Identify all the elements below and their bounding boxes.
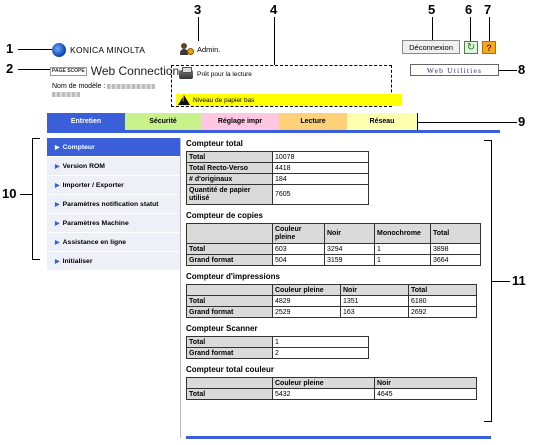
sidebar <box>47 138 180 271</box>
callout-6: 6 <box>465 2 473 17</box>
section-title-prints: Compteur d'impressions <box>186 272 280 281</box>
main-tabs <box>47 113 417 130</box>
admin-user-icon <box>180 42 194 56</box>
callout-4-line <box>274 17 275 65</box>
callout-4: 4 <box>270 2 278 17</box>
model-value-redacted <box>107 84 155 89</box>
prints-counter-table <box>186 284 477 318</box>
callout-10-line <box>20 194 32 195</box>
content-bottom-bar <box>186 436 491 439</box>
section-title-color: Compteur total couleur <box>186 365 275 374</box>
arrow-right-icon: ▶ <box>55 239 60 246</box>
status-warning <box>176 94 402 106</box>
callout-9-bracket <box>417 113 418 130</box>
section-title-total: Compteur total <box>186 139 243 148</box>
table-row: Total Recto-Verso 4418 <box>187 163 369 174</box>
table-row: Total 5432 4645 <box>187 389 477 400</box>
callout-10-bracket-bottom <box>32 259 40 260</box>
table-header-row: Couleur pleine Noir Monochrome Total <box>187 224 481 244</box>
callout-7: 7 <box>484 2 492 17</box>
table-row: # d'originaux 184 <box>187 174 369 185</box>
table-row: Total 603 3294 1 3898 <box>187 244 481 255</box>
sidebar-item-label: Paramètres Machine <box>62 219 129 227</box>
sidebar-item-label: Importer / Exporter <box>62 181 124 189</box>
table-row: Total 10078 <box>187 152 369 163</box>
sidebar-item-initialiser[interactable] <box>47 252 180 271</box>
arrow-right-icon: ▶ <box>55 258 60 265</box>
sidebar-item-label: Version ROM <box>62 162 105 170</box>
table-row: Total 1 <box>187 337 369 348</box>
callout-1: 1 <box>6 41 14 56</box>
callout-11: 11 <box>512 273 526 288</box>
arrow-right-icon: ▶ <box>55 220 60 227</box>
arrow-right-icon: ▶ <box>55 182 60 189</box>
callout-8: 8 <box>518 62 526 77</box>
status-warning-text: Niveau de papier bas <box>193 96 255 104</box>
model-value-redacted-2 <box>52 92 80 97</box>
sidebar-item-label: Assistance en ligne <box>62 238 127 246</box>
logout-button[interactable]: Déconnexion <box>402 40 460 54</box>
sidebar-item-import-export[interactable] <box>47 176 180 195</box>
web-utilities-link[interactable]: Web Utilities <box>410 64 499 76</box>
callout-8-line <box>499 70 517 71</box>
globe-icon <box>52 43 66 57</box>
brand-logo <box>52 43 145 57</box>
callout-7-line <box>489 17 490 41</box>
admin-user <box>180 42 220 56</box>
callout-11-bracket-bottom <box>484 421 492 422</box>
callout-10-bracket-top <box>32 138 40 139</box>
tab-underline <box>47 130 500 133</box>
callout-1-line <box>18 49 52 50</box>
total-counter-table <box>186 151 369 205</box>
arrow-right-icon: ▶ <box>55 201 60 208</box>
callout-5-line <box>432 17 433 40</box>
tab-lecture[interactable]: Lecture <box>279 113 347 130</box>
sidebar-item-assistance[interactable] <box>47 233 180 252</box>
table-header-row: Couleur pleine Noir <box>187 378 477 389</box>
callout-9-line <box>417 122 517 123</box>
table-row: Grand format 504 3159 1 3664 <box>187 255 481 266</box>
table-row: Total 4829 1351 6180 <box>187 296 477 307</box>
printer-icon <box>179 70 193 79</box>
table-row: Grand format 2529 163 2692 <box>187 307 477 318</box>
color-counter-table <box>186 377 477 400</box>
help-icon[interactable]: ? <box>482 41 496 54</box>
section-title-copies: Compteur de copies <box>186 211 263 220</box>
arrow-right-icon: ▶ <box>55 163 60 170</box>
tab-reseau[interactable]: Réseau <box>347 113 417 130</box>
product-title: Web Connection <box>90 64 180 78</box>
callout-3: 3 <box>194 2 202 17</box>
section-title-scanner: Compteur Scanner <box>186 324 258 333</box>
sidebar-item-label: Initialiser <box>62 257 93 265</box>
callout-5: 5 <box>428 2 436 17</box>
sidebar-item-machine[interactable] <box>47 214 180 233</box>
pagescope-badge: PAGE SCOPE <box>52 67 85 74</box>
admin-user-label: Admin. <box>197 44 221 54</box>
callout-9: 9 <box>518 114 526 129</box>
counter-content <box>186 139 496 400</box>
sidebar-item-compteur[interactable] <box>47 138 180 157</box>
tab-entretien[interactable]: Entretien <box>47 113 125 130</box>
sidebar-item-label: Compteur <box>62 143 95 151</box>
tab-reglage-impr[interactable]: Réglage impr <box>201 113 279 130</box>
sidebar-item-label: Paramètres notification statut <box>62 200 159 208</box>
status-ready <box>179 70 252 79</box>
table-row: Grand format 2 <box>187 348 369 359</box>
tab-securite[interactable]: Sécurité <box>125 113 201 130</box>
model-label: Nom de modèle : <box>52 83 106 90</box>
status-ready-text: Prêt pour la lecture <box>197 71 252 78</box>
arrow-right-icon: ▶ <box>55 144 60 151</box>
sidebar-item-version-rom[interactable] <box>47 157 180 176</box>
copies-counter-table <box>186 223 481 266</box>
table-header-row: Couleur pleine Noir Total <box>187 285 477 296</box>
callout-10-bracket <box>32 138 33 259</box>
callout-10: 10 <box>2 186 17 201</box>
table-row: Quantité de papier utilisé 7605 <box>187 185 369 205</box>
callout-6-line <box>470 17 471 41</box>
brand-name: KONICA MINOLTA <box>70 45 146 55</box>
sidebar-item-notification[interactable] <box>47 195 180 214</box>
refresh-icon[interactable]: ↻ <box>464 41 478 54</box>
callout-2: 2 <box>6 61 14 76</box>
model-name <box>52 83 155 90</box>
scanner-counter-table <box>186 336 369 359</box>
callout-3-line <box>198 17 199 41</box>
callout-2-line <box>18 69 50 70</box>
product-logo <box>50 64 179 78</box>
sidebar-divider <box>180 138 181 438</box>
warning-icon <box>178 95 190 105</box>
